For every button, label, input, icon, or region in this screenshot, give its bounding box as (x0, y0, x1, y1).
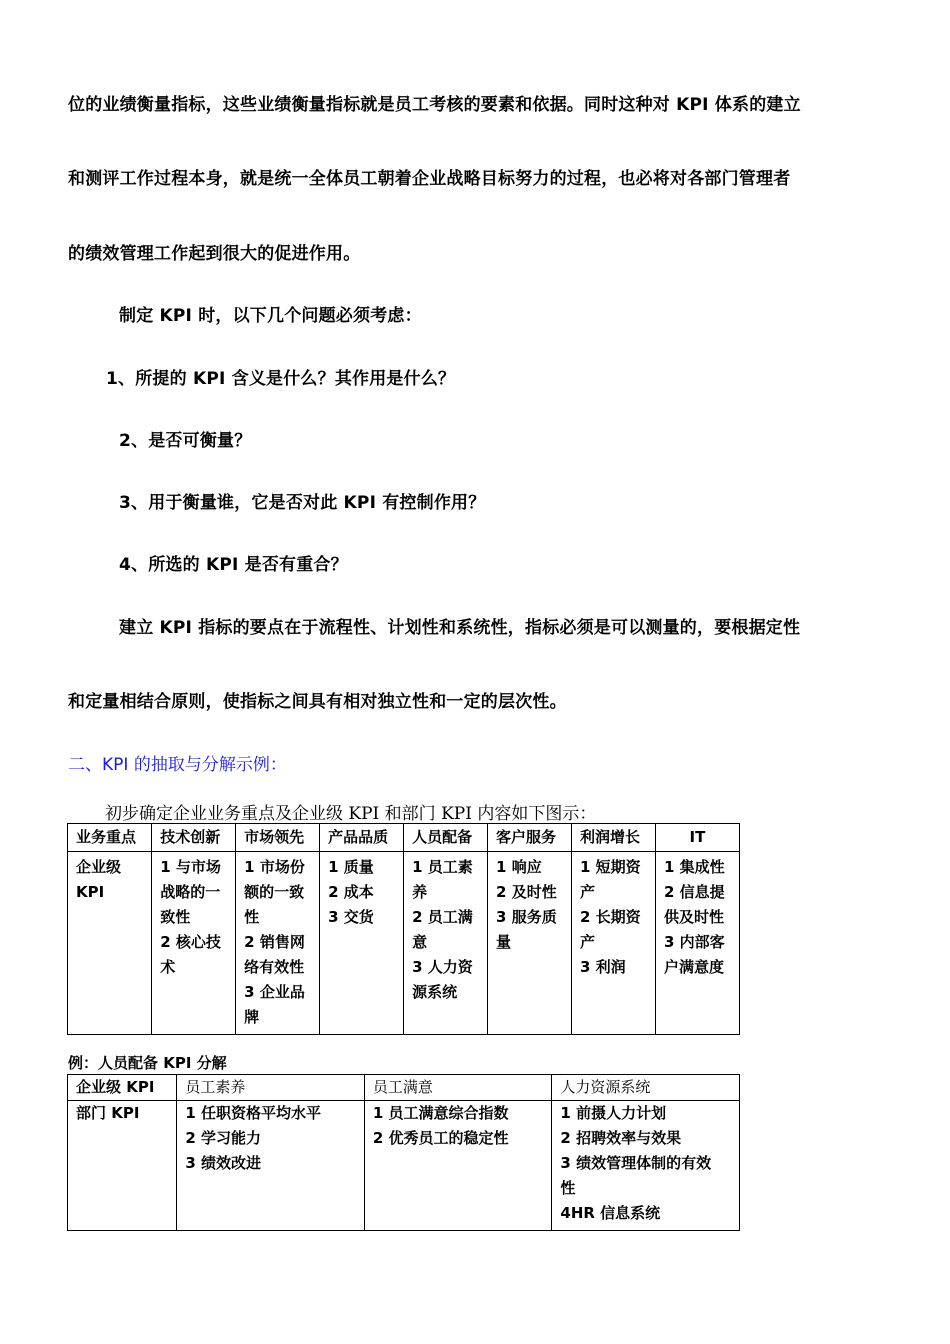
paragraph-line: 的绩效管理工作起到很大的促进作用。 (68, 244, 361, 264)
cell-text: 2 销售网 (244, 933, 305, 951)
cell-text: 企业级 (76, 858, 122, 876)
table-cell (320, 852, 404, 1035)
paragraph-line: 位的业绩衡量指标，这些业绩衡量指标就是员工考核的要素和依据。同时这种对 KPI 体系的建立 (68, 95, 801, 115)
cell-text: 养 (412, 883, 428, 901)
cell-text: 产 (579, 933, 595, 951)
table-header-cell: 企业级 KPI (68, 1075, 177, 1101)
cell-text: 户满意度 (663, 958, 724, 976)
table-header-cell: 客户服务 (488, 824, 572, 852)
cell-text: 3 绩效改进 (185, 1154, 261, 1172)
cell-text: 3 人力资 (412, 958, 473, 976)
cell-text: 产 (579, 883, 595, 901)
kpi-decomposition-table (67, 1074, 740, 1231)
cell-text: 3 绩效管理体制的有效 (560, 1154, 712, 1172)
intro-text: 初步确定企业业务重点及企业级 KPI 和部门 KPI 内容如下图示： (105, 804, 597, 824)
cell-text: 2 优秀员工的稳定性 (372, 1129, 509, 1147)
cell-text: 1 响应 (496, 858, 542, 876)
cell-text: 2 招聘效率与效果 (560, 1129, 682, 1147)
cell-text: 1 员工满意综合指数 (372, 1104, 509, 1122)
table-row (68, 1101, 740, 1231)
table-header-cell: 技术创新 (152, 824, 236, 852)
kpi-table (67, 823, 740, 1035)
table-header-cell: 员工素养 (177, 1075, 365, 1101)
cell-text: 3 内部客 (663, 933, 725, 951)
cell-text: 致性 (160, 908, 191, 926)
table-cell (177, 1101, 365, 1231)
cell-text: 牌 (244, 1008, 260, 1026)
table-header-cell: 产品品质 (320, 824, 404, 852)
cell-text: 3 企业品 (244, 983, 305, 1001)
cell-text: 2 学习能力 (185, 1129, 261, 1147)
table-cell (571, 852, 655, 1035)
cell-text: 性 (244, 908, 260, 926)
table-header-cell: 业务重点 (68, 824, 152, 852)
table-header-cell: 市场领先 (236, 824, 320, 852)
table-header-cell: IT (655, 824, 739, 852)
cell-text: 2 核心技 (160, 933, 221, 951)
cell-text: 3 利润 (579, 958, 626, 976)
table-header-row (68, 1075, 740, 1101)
cell-text: 2 成本 (328, 883, 374, 901)
paragraph-line: 和定量相结合原则，使指标之间具有相对独立性和一定的层次性。 (68, 692, 567, 712)
table-cell (404, 852, 488, 1035)
table-header-cell: 人员配备 (404, 824, 488, 852)
cell-text: 术 (160, 958, 176, 976)
cell-text: 1 与市场 (160, 858, 221, 876)
table-header-row (68, 824, 740, 852)
table-header-cell: 人力资源系统 (552, 1075, 740, 1101)
cell-text: 3 交货 (328, 908, 374, 926)
cell-text: 量 (496, 933, 512, 951)
table-cell (488, 852, 572, 1035)
question-item: 3、用于衡量谁，它是否对此 KPI 有控制作用？ (119, 493, 486, 513)
row-label-cell (68, 852, 152, 1035)
table-row (68, 852, 740, 1035)
cell-text: KPI (76, 883, 105, 901)
row-label-cell (68, 1101, 177, 1231)
paragraph-line: 制定 KPI 时，以下几个问题必须考虑： (119, 306, 422, 326)
cell-text: 意 (412, 933, 428, 951)
cell-text: 1 任职资格平均水平 (185, 1104, 321, 1122)
cell-text: 供及时性 (663, 908, 724, 926)
question-item: 1、所提的 KPI 含义是什么？其作用是什么？ (106, 369, 456, 389)
table-cell (655, 852, 739, 1035)
table-cell (552, 1101, 740, 1231)
cell-text: 1 集成性 (663, 858, 725, 876)
cell-text: 1 市场份 (244, 858, 305, 876)
table-cell (364, 1101, 552, 1231)
cell-text: 1 短期资 (579, 858, 641, 876)
cell-text: 4HR 信息系统 (560, 1204, 661, 1222)
cell-text: 1 前摄人力计划 (560, 1104, 667, 1122)
cell-text: 2 信息提 (663, 883, 725, 901)
cell-text: 部门 KPI (76, 1104, 140, 1122)
paragraph-line: 建立 KPI 指标的要点在于流程性、计划性和系统性，指标必须是可以测量的，要根据定性 (119, 618, 801, 638)
cell-text: 络有效性 (244, 958, 305, 976)
cell-text: 源系统 (412, 983, 458, 1001)
table-header-cell: 利润增长 (571, 824, 655, 852)
cell-text: 1 员工素 (412, 858, 473, 876)
table-cell (152, 852, 236, 1035)
cell-text: 2 长期资 (579, 908, 641, 926)
table-cell (236, 852, 320, 1035)
cell-text: 2 员工满 (412, 908, 473, 926)
question-item: 4、所选的 KPI 是否有重合？ (119, 555, 348, 575)
cell-text: 额的一致 (244, 883, 305, 901)
cell-text: 性 (560, 1179, 576, 1197)
cell-text: 1 质量 (328, 858, 374, 876)
question-item: 2、是否可衡量？ (119, 431, 252, 451)
section-heading: 二、KPI 的抽取与分解示例： (68, 755, 287, 775)
paragraph-line: 和测评工作过程本身，就是统一全体员工朝着企业战略目标努力的过程，也必将对各部门管理者 (68, 169, 791, 189)
cell-text: 3 服务质 (496, 908, 557, 926)
table-caption: 例：人员配备 KPI 分解 (68, 1054, 227, 1072)
table-header-cell: 员工满意 (364, 1075, 552, 1101)
cell-text: 战略的一 (160, 883, 221, 901)
cell-text: 2 及时性 (496, 883, 557, 901)
